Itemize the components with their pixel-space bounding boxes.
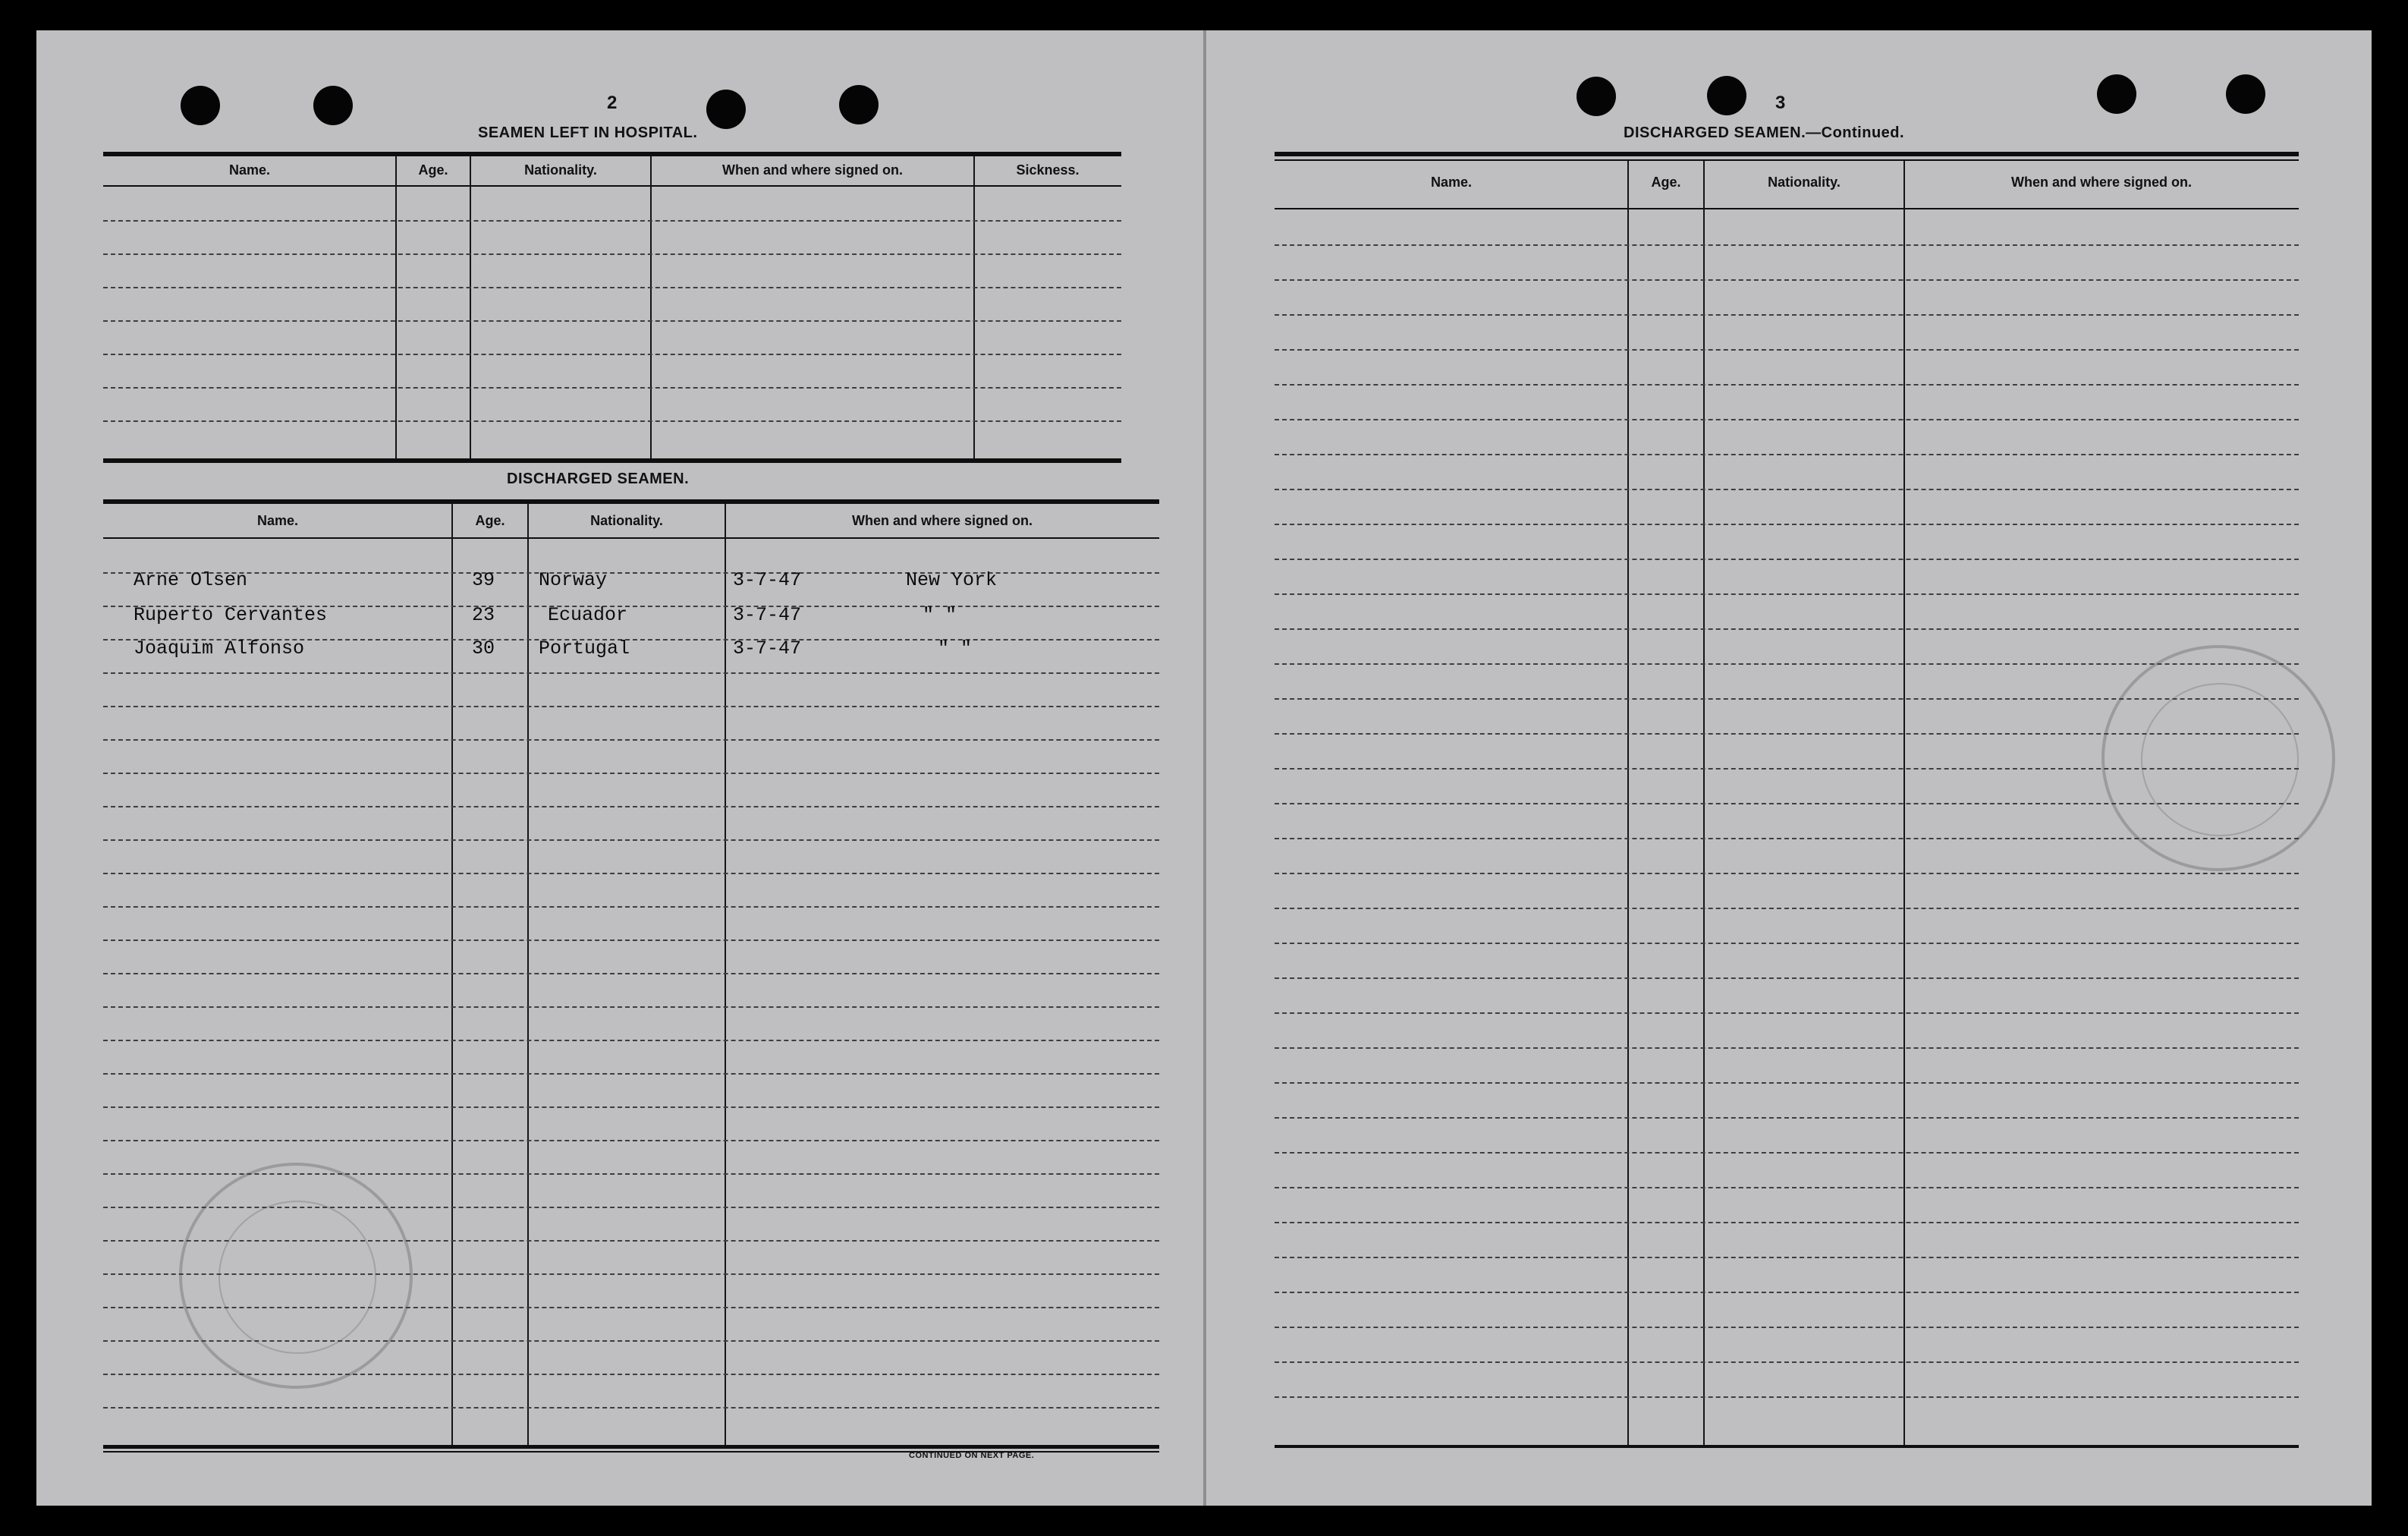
- punch-hole: [839, 85, 879, 124]
- column-header-name: Name.: [256, 513, 299, 528]
- punch-hole: [706, 90, 746, 129]
- right-page: [1206, 30, 2372, 1506]
- signed-on-place: New York: [906, 569, 998, 591]
- discharged-table-header-row: [103, 508, 1159, 533]
- punch-hole: [1577, 77, 1616, 116]
- punch-hole: [181, 86, 220, 125]
- column-header-signed-on: When and where signed on.: [721, 162, 904, 178]
- column-header-nationality: Nationality.: [1768, 175, 1841, 190]
- table-row: [103, 637, 1159, 663]
- discharged-continued-title: DISCHARGED SEAMEN.—Continued.: [1624, 124, 1905, 141]
- hospital-table-title: SEAMEN LEFT IN HOSPITAL.: [478, 124, 698, 141]
- seaman-name: Joaquim Alfonso: [134, 637, 305, 659]
- discharged-table-title: DISCHARGED SEAMEN.: [507, 471, 690, 487]
- seaman-age: 23: [472, 604, 495, 626]
- hospital-table: [103, 152, 1121, 463]
- punch-hole: [2226, 74, 2265, 114]
- seaman-age: 30: [472, 637, 495, 659]
- punch-hole: [313, 86, 353, 125]
- signed-on-place: " ": [923, 604, 957, 626]
- faded-stamp: [2101, 645, 2335, 871]
- faded-stamp: [179, 1163, 413, 1389]
- signed-on-date: 3-7-47: [733, 637, 802, 659]
- signed-on-place: " ": [938, 637, 973, 659]
- punch-hole: [2097, 74, 2136, 114]
- seaman-name: Arne Olsen: [134, 569, 248, 591]
- left-page: [36, 30, 1203, 1506]
- punch-hole: [1707, 76, 1746, 115]
- column-header-signed-on: When and where signed on.: [2010, 175, 2193, 190]
- seaman-age: 39: [472, 569, 495, 591]
- column-header-sickness: Sickness.: [1016, 162, 1080, 178]
- hospital-table-rows: [103, 187, 1121, 458]
- column-header-signed-on: When and where signed on.: [851, 513, 1033, 528]
- table-row: [103, 569, 1159, 595]
- continued-note: CONTINUED ON NEXT PAGE.: [909, 1451, 1035, 1460]
- column-header-name: Name.: [228, 162, 271, 178]
- page-number: 3: [1775, 93, 1786, 113]
- column-header-age: Age.: [1651, 175, 1681, 190]
- seaman-nationality: Portugal: [539, 637, 630, 659]
- column-header-nationality: Nationality.: [524, 162, 597, 178]
- signed-on-date: 3-7-47: [733, 569, 802, 591]
- seaman-nationality: Norway: [539, 569, 608, 591]
- page-number: 2: [607, 93, 618, 113]
- table-row: [103, 604, 1159, 630]
- signed-on-date: 3-7-47: [733, 604, 802, 626]
- seaman-nationality: Ecuador: [548, 604, 628, 626]
- seaman-name: Ruperto Cervantes: [134, 604, 328, 626]
- column-header-age: Age.: [418, 162, 448, 178]
- hospital-table-header-row: [103, 158, 1121, 182]
- column-header-age: Age.: [475, 513, 505, 528]
- column-header-name: Name.: [1430, 175, 1473, 190]
- discharged-continued-header-row: [1275, 170, 2299, 194]
- column-header-nationality: Nationality.: [590, 513, 663, 528]
